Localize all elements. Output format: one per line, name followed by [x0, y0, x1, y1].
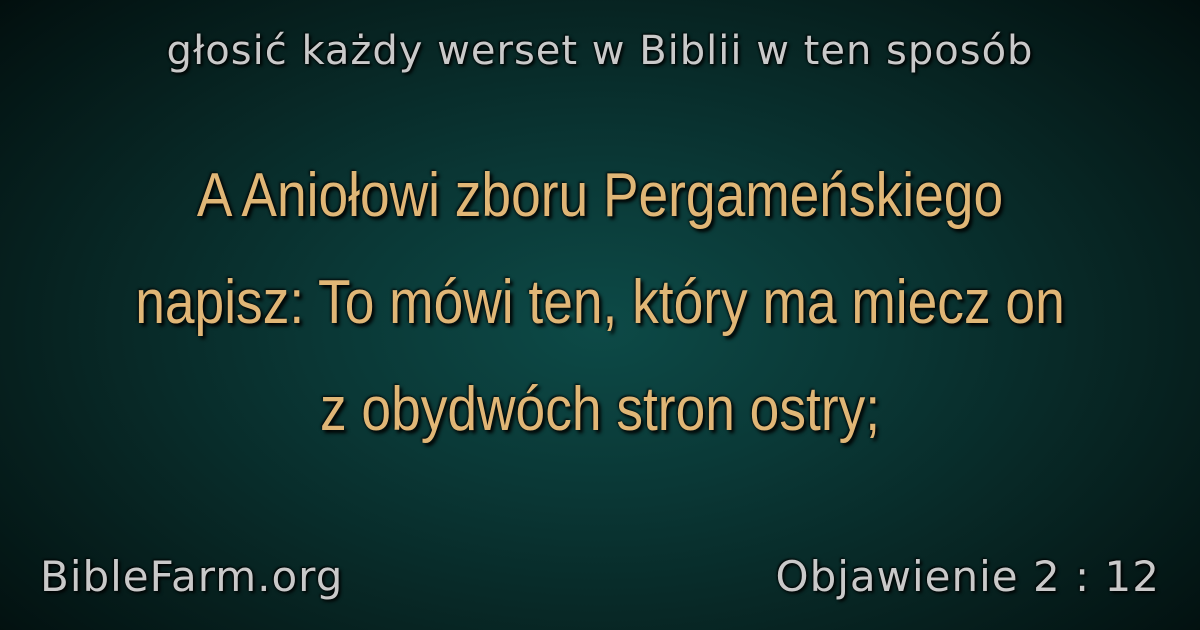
- site-name: BibleFarm.org: [40, 552, 344, 601]
- verse-text: A Aniołowi zboru Pergameńskiego napisz: To mówi ten, który ma miecz on z obydwóch stron ostry;: [135, 161, 1065, 444]
- verse-reference: Objawienie 2 : 12: [775, 552, 1160, 601]
- tagline: głosić każdy werset w Biblii w ten sposób: [166, 28, 1034, 74]
